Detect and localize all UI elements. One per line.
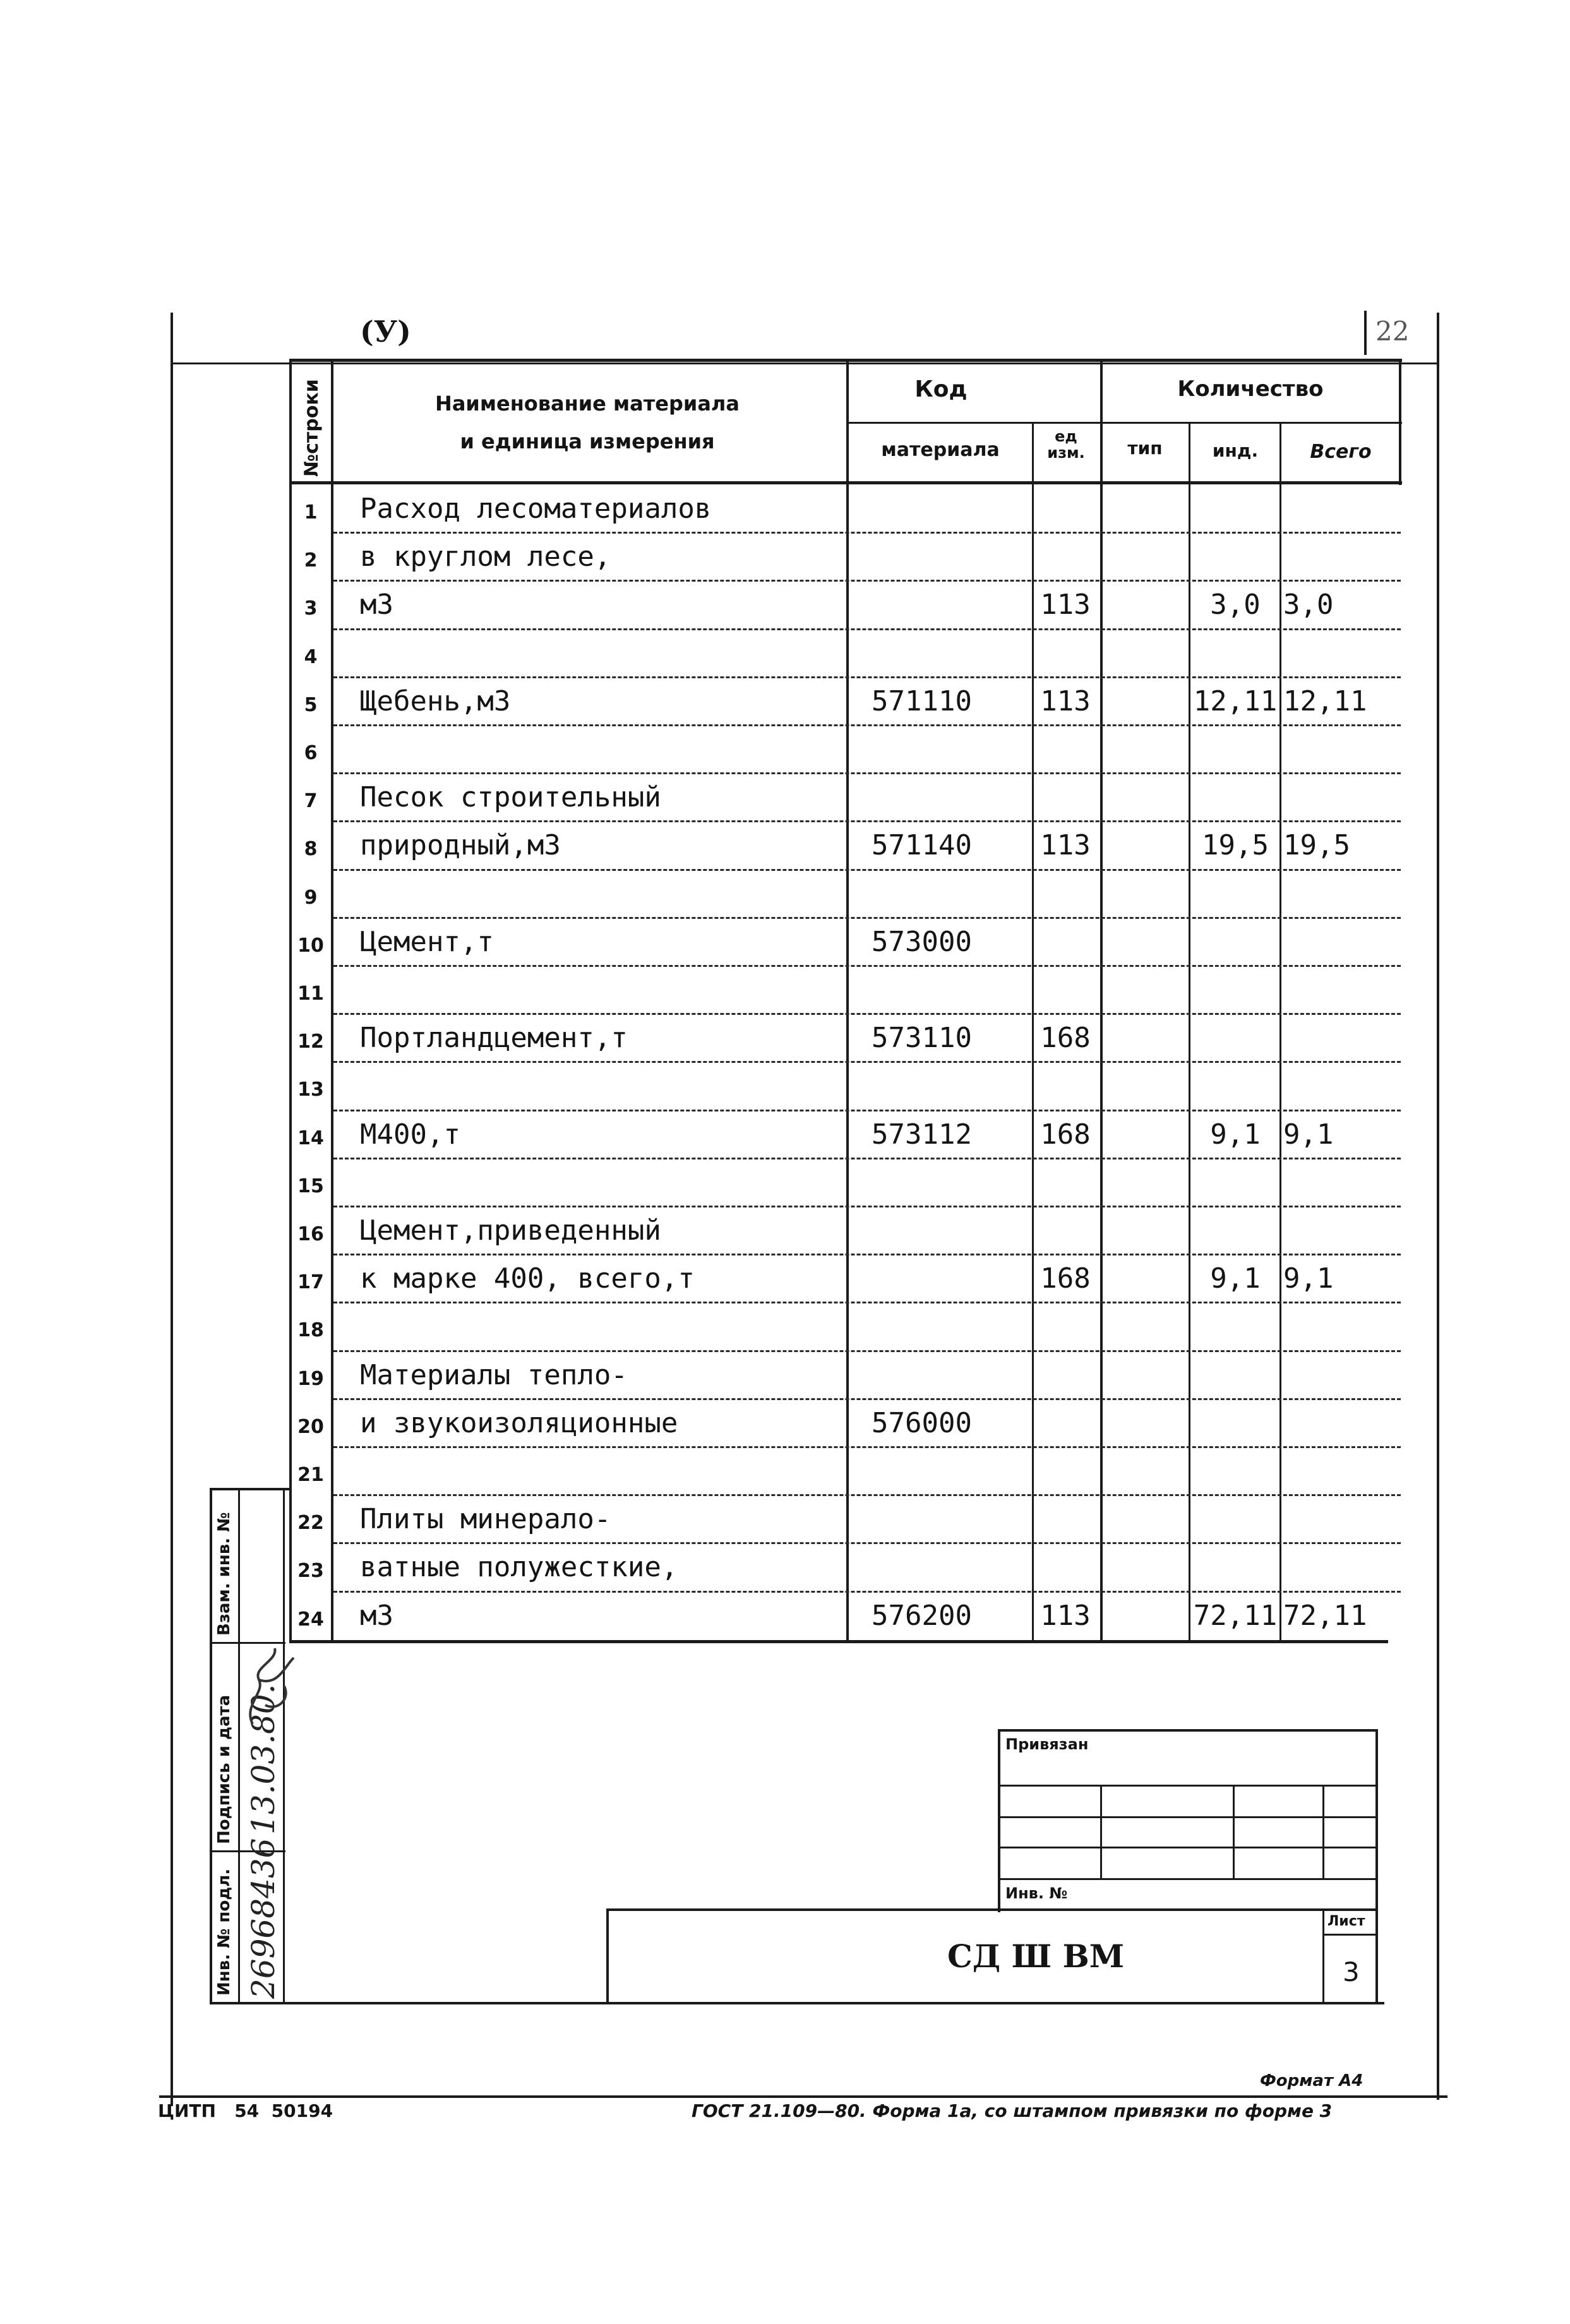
cell-unit: 113	[1040, 1599, 1091, 1632]
row-separator	[333, 580, 1401, 582]
row-separator	[333, 965, 1401, 967]
cell-code: 576200	[872, 1599, 972, 1632]
cell-ind: 3,0	[1210, 589, 1261, 621]
row-number: 12	[297, 1031, 324, 1053]
label-inv-original: Инв. № подл.	[215, 1868, 234, 1996]
header-rule	[171, 362, 1437, 364]
row-number: 22	[297, 1512, 324, 1535]
col-line-unit	[1032, 422, 1034, 1643]
signature-scribble	[240, 1642, 303, 1730]
cell-name: Плиты минерало-	[360, 1503, 611, 1536]
privyazan-row4	[998, 1878, 1377, 1880]
left-stamp-line-c	[283, 1488, 285, 2004]
cell-total: 3,0	[1283, 589, 1334, 621]
col-line-rownum	[331, 359, 333, 1643]
col-line-type	[1189, 422, 1190, 1643]
row-number: 1	[304, 501, 318, 524]
privyazan-right	[1375, 1729, 1378, 2002]
left-stamp-line-b	[238, 1488, 240, 2004]
row-number: 9	[304, 886, 318, 909]
footer-gost: ГОСТ 21.109—80. Форма 1а, со штампом привязки по форме 3	[692, 2100, 1333, 2121]
cell-unit: 168	[1040, 1118, 1091, 1151]
cell-name: М400,т	[360, 1118, 460, 1151]
row-number: 3	[304, 597, 318, 620]
row-number: 4	[304, 645, 318, 668]
row-number: 6	[304, 742, 318, 764]
cell-total: 9,1	[1283, 1118, 1334, 1151]
page-number: 22	[1375, 316, 1410, 347]
frame-left	[171, 313, 173, 2106]
cell-name: Расход лесоматериалов	[360, 493, 712, 525]
footer-citp: ЦИТП 54 50194	[158, 2100, 333, 2121]
cell-code: 576000	[872, 1406, 972, 1439]
row-number: 16	[297, 1223, 324, 1245]
row-number: 8	[304, 838, 318, 861]
row-number: 7	[304, 790, 318, 813]
row-separator	[333, 1254, 1401, 1255]
page-number-tick	[1364, 311, 1367, 355]
col-line-ind	[1279, 422, 1281, 1643]
cell-name: Цемент,т	[360, 925, 494, 958]
cell-code: 571110	[872, 685, 972, 717]
cell-name: природный,м3	[360, 829, 561, 862]
row-number: 13	[297, 1079, 324, 1101]
label-signature-date: Подпись и дата	[215, 1694, 234, 1844]
row-number: 18	[297, 1319, 324, 1342]
cell-name: Портландцемент,т	[360, 1022, 628, 1055]
header-qty-ind: инд.	[1212, 440, 1259, 461]
header-code-material: материала	[881, 439, 1000, 461]
cell-name: м3	[360, 589, 393, 621]
cell-unit: 113	[1040, 685, 1091, 717]
table-top-border	[289, 359, 1402, 362]
label-vzam-inv: Взам. инв. №	[215, 1512, 234, 1636]
row-number: 10	[297, 934, 324, 957]
table-header-bottom	[289, 481, 1402, 484]
left-stamp-line-a	[210, 1488, 212, 2004]
frame-right	[1437, 313, 1439, 2100]
cell-code: 571140	[872, 829, 972, 862]
row-separator	[333, 1158, 1401, 1159]
row-number: 14	[297, 1127, 324, 1149]
cell-ind: 19,5	[1202, 829, 1269, 862]
col-line-right	[1399, 359, 1401, 485]
privyazan-left	[998, 1729, 1000, 1912]
label-stamp-inv-no: Инв. №	[1005, 1884, 1068, 1902]
privyazan-col1	[1100, 1785, 1102, 1879]
left-stamp-top	[210, 1488, 292, 1490]
row-separator	[333, 1110, 1401, 1111]
label-privyazan: Привязан	[1005, 1735, 1089, 1753]
row-number: 23	[297, 1560, 324, 1583]
row-separator	[333, 1206, 1401, 1207]
cell-name: м3	[360, 1599, 393, 1632]
label-sheet: Лист	[1327, 1914, 1365, 1929]
row-number: 15	[297, 1175, 324, 1197]
sheet-box-divider	[1322, 1934, 1377, 1936]
row-number: 2	[304, 549, 318, 572]
cell-name: и звукоизоляционные	[360, 1406, 678, 1439]
frame-bottom	[159, 2095, 1447, 2098]
main-box-left	[606, 1908, 609, 2003]
row-separator	[333, 1302, 1401, 1303]
row-separator	[333, 724, 1401, 726]
row-number: 11	[297, 983, 324, 1005]
row-number: 21	[297, 1464, 324, 1486]
sheet-number: 3	[1343, 1956, 1360, 1987]
header-name-line2: и единица измерения	[460, 429, 715, 453]
row-separator	[333, 1542, 1401, 1544]
cell-ind: 9,1	[1210, 1118, 1261, 1151]
document-code: СД Ш ВМ	[947, 1938, 1125, 1975]
privyazan-top	[998, 1729, 1377, 1732]
col-line-qty	[1100, 359, 1103, 1643]
cell-unit: 168	[1040, 1262, 1091, 1295]
code-sub-divider	[846, 422, 1100, 424]
cell-ind: 72,11	[1193, 1599, 1278, 1632]
header-qty-total: Всего	[1310, 441, 1372, 463]
row-separator	[333, 676, 1401, 678]
row-separator	[333, 820, 1401, 822]
cell-total: 9,1	[1283, 1262, 1334, 1295]
row-separator	[333, 1591, 1401, 1593]
row-separator	[333, 917, 1401, 919]
cell-unit: 168	[1040, 1022, 1091, 1055]
row-separator	[333, 532, 1401, 534]
header-qty-type: тип	[1127, 438, 1163, 458]
header-code-unit: ед изм.	[1047, 428, 1085, 462]
handwritten-date: 13.03.80.	[245, 1684, 282, 1835]
row-separator	[333, 1446, 1401, 1448]
row-separator	[333, 1013, 1401, 1015]
row-separator	[333, 772, 1401, 774]
row-number: 19	[297, 1367, 324, 1390]
cell-name: в круглом лесе,	[360, 541, 611, 573]
row-separator	[333, 1398, 1401, 1400]
row-separator	[333, 1494, 1401, 1496]
row-number: 5	[304, 693, 318, 716]
sheet-box-left	[1322, 1908, 1324, 2003]
privyazan-row3	[998, 1847, 1377, 1848]
cell-total: 19,5	[1283, 829, 1350, 862]
privyazan-col2	[1233, 1785, 1235, 1879]
table-bottom-border	[289, 1640, 1388, 1643]
row-number: 20	[297, 1415, 324, 1438]
row-separator	[333, 1061, 1401, 1063]
cell-ind: 9,1	[1210, 1262, 1261, 1295]
cell-name: Материалы тепло-	[360, 1358, 628, 1391]
cell-name: к марке 400, всего,т	[360, 1262, 695, 1295]
main-box-top	[606, 1908, 1377, 1911]
header-code: Код	[914, 376, 968, 402]
footer-format: Формат А4	[1260, 2071, 1363, 2090]
cell-ind: 12,11	[1193, 685, 1278, 717]
cell-name: Песок строительный	[360, 781, 661, 814]
privyazan-col3	[1322, 1785, 1324, 1879]
header-row-number: №строки	[301, 379, 323, 477]
cell-unit: 113	[1040, 829, 1091, 862]
cell-name: Щебень,м3	[360, 685, 511, 717]
handwritten-inv-number: 26968436	[245, 1838, 282, 1999]
cell-total: 12,11	[1283, 685, 1367, 717]
header-quantity: Количество	[1177, 376, 1324, 402]
cell-unit: 113	[1040, 589, 1091, 621]
cell-code: 573000	[872, 925, 972, 958]
privyazan-row2	[998, 1816, 1377, 1818]
row-separator	[333, 628, 1401, 630]
row-number: 17	[297, 1271, 324, 1294]
col-line-code	[846, 359, 849, 1643]
top-mark: (У)	[360, 314, 411, 349]
cell-total: 72,11	[1283, 1599, 1367, 1632]
cell-name: Цемент,приведенный	[360, 1214, 661, 1247]
cell-name: ватные полужесткие,	[360, 1551, 678, 1584]
row-separator	[333, 869, 1401, 871]
qty-sub-divider	[1102, 422, 1402, 424]
privyazan-row1	[998, 1785, 1377, 1787]
left-stamp-bottom	[210, 2002, 1384, 2004]
row-separator	[333, 1350, 1401, 1352]
cell-code: 573112	[872, 1118, 972, 1151]
row-number: 24	[297, 1608, 324, 1631]
header-name-line1: Наименование материала	[435, 392, 740, 416]
cell-code: 573110	[872, 1022, 972, 1055]
